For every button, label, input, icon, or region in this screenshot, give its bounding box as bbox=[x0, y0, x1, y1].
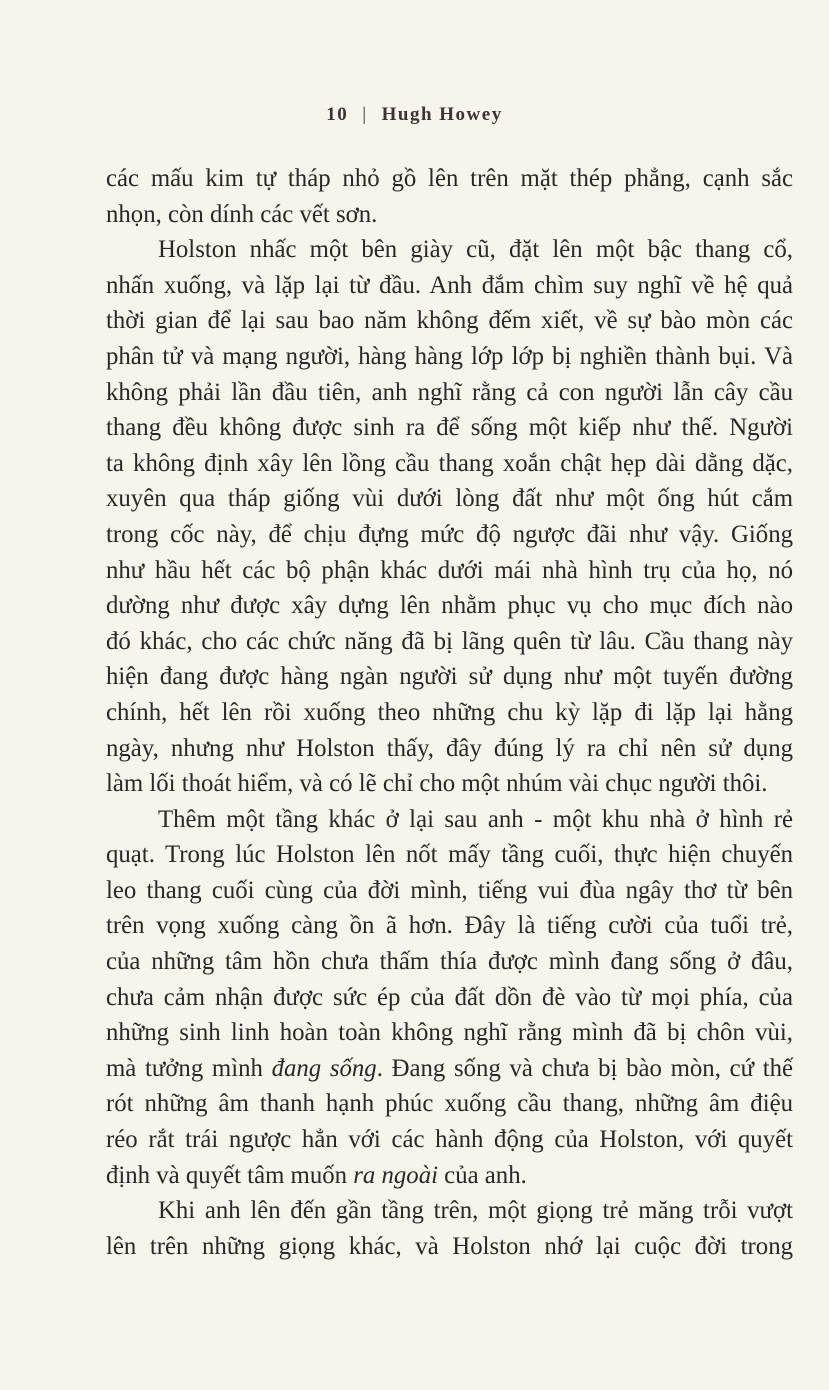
text-run: định và quyết tâm muốn bbox=[106, 1161, 354, 1189]
text-line: chính, hết lên rồi xuống theo những chu kỳ lặp đi lặp lại hằng bbox=[106, 698, 793, 726]
text-line: hiện đang được hàng ngàn người sử dụng như một tuyến đường bbox=[106, 663, 793, 691]
text-line: như hầu hết các bộ phận khác dưới mái nhà hình trụ của họ, nó bbox=[106, 556, 793, 584]
text-line: các mấu kim tự tháp nhỏ gồ lên trên mặt thép phẳng, cạnh sắc bbox=[106, 165, 793, 192]
text-line: trong cốc này, để chịu đựng mức độ ngược đãi như vậy. Giống bbox=[106, 520, 793, 548]
text-line: thang đều không được sinh ra để sống một kiếp như thế. Người bbox=[106, 414, 793, 442]
author-name: Hugh Howey bbox=[381, 104, 503, 125]
text-line: ta không định xây lên lồng cầu thang xoắn chật hẹp dài dằng dặc, bbox=[106, 449, 793, 477]
text-line: xuyên qua tháp giống vùi dưới lòng đất như một ống hút cắm bbox=[106, 485, 793, 513]
text-line: trên vọng xuống càng ồn ã hơn. Đây là tiếng cười của tuổi trẻ, bbox=[106, 912, 793, 940]
text-line: réo rắt trái ngược hẳn với các hành động của Holston, với quyết bbox=[106, 1126, 793, 1154]
text-line bbox=[106, 1158, 793, 1194]
text-line: thời gian để lại sau bao năm không đếm xiết, về sự bào mòn các bbox=[106, 307, 793, 335]
paragraph bbox=[106, 161, 793, 232]
text-line: Thêm một tầng khác ở lại sau anh - một khu nhà ở hình rẻ bbox=[158, 805, 793, 833]
running-header bbox=[0, 104, 829, 126]
text-run: . Đang sống và chưa bị bào mòn, cứ thế bbox=[376, 1054, 794, 1082]
text-line: của những tâm hồn chưa thấm thía được mình đang sống ở đâu, bbox=[106, 948, 793, 976]
text-line: làm lối thoát hiểm, và có lẽ chỉ cho một nhúm vài chục người thôi. bbox=[106, 770, 768, 798]
body-text bbox=[106, 161, 793, 1264]
paragraph bbox=[106, 802, 793, 1194]
text-line bbox=[106, 1051, 793, 1087]
text-line: chưa cảm nhận được sức ép của đất dồn đè vào từ mọi phía, của bbox=[106, 983, 793, 1011]
text-line: nhọn, còn dính các vết sơn. bbox=[106, 200, 378, 228]
italic-text: ra ngoài bbox=[353, 1161, 438, 1189]
text-line: rót những âm thanh hạnh phúc xuống cầu thang, những âm điệu bbox=[106, 1090, 793, 1118]
text-line: những sinh linh hoàn toàn không nghĩ rằng mình đã bị chôn vùi, bbox=[106, 1019, 793, 1047]
text-line: dường như được xây dựng lên nhằm phục vụ cho mục đích nào bbox=[106, 592, 793, 620]
text-line: ngày, nhưng như Holston thấy, đây đúng lý ra chỉ nên sử dụng bbox=[106, 734, 793, 762]
italic-text: đang sống bbox=[271, 1054, 377, 1082]
page-number: 10 bbox=[326, 104, 349, 125]
text-line: Khi anh lên đến gần tầng trên, một giọng trẻ măng trỗi vượt bbox=[158, 1197, 793, 1225]
paragraph bbox=[106, 1193, 793, 1264]
text-line: lên trên những giọng khác, và Holston nhớ lại cuộc đời trong bbox=[106, 1232, 793, 1260]
text-line: nhấn xuống, và lặp lại từ đầu. Anh đắm chìm suy nghĩ về hệ quả bbox=[106, 271, 793, 299]
text-run: của anh. bbox=[437, 1161, 527, 1189]
text-line: Holston nhấc một bên giày cũ, đặt lên một bậc thang cổ, bbox=[158, 236, 793, 264]
header-separator: | bbox=[362, 104, 368, 125]
paragraph bbox=[106, 232, 793, 802]
text-line: quạt. Trong lúc Holston lên nốt mấy tầng cuối, thực hiện chuyến bbox=[106, 841, 793, 869]
text-line: leo thang cuối cùng của đời mình, tiếng vui đùa ngây thơ từ bên bbox=[106, 876, 793, 904]
text-line: phân tử và mạng người, hàng hàng lớp lớp bị nghiền thành bụi. Và bbox=[106, 342, 793, 370]
text-line: đó khác, cho các chức năng đã bị lãng quên từ lâu. Cầu thang này bbox=[106, 627, 793, 655]
text-line: không phải lần đầu tiên, anh nghĩ rằng cả con người lẫn cây cầu bbox=[106, 378, 793, 406]
text-run: mà tưởng mình bbox=[106, 1054, 272, 1082]
